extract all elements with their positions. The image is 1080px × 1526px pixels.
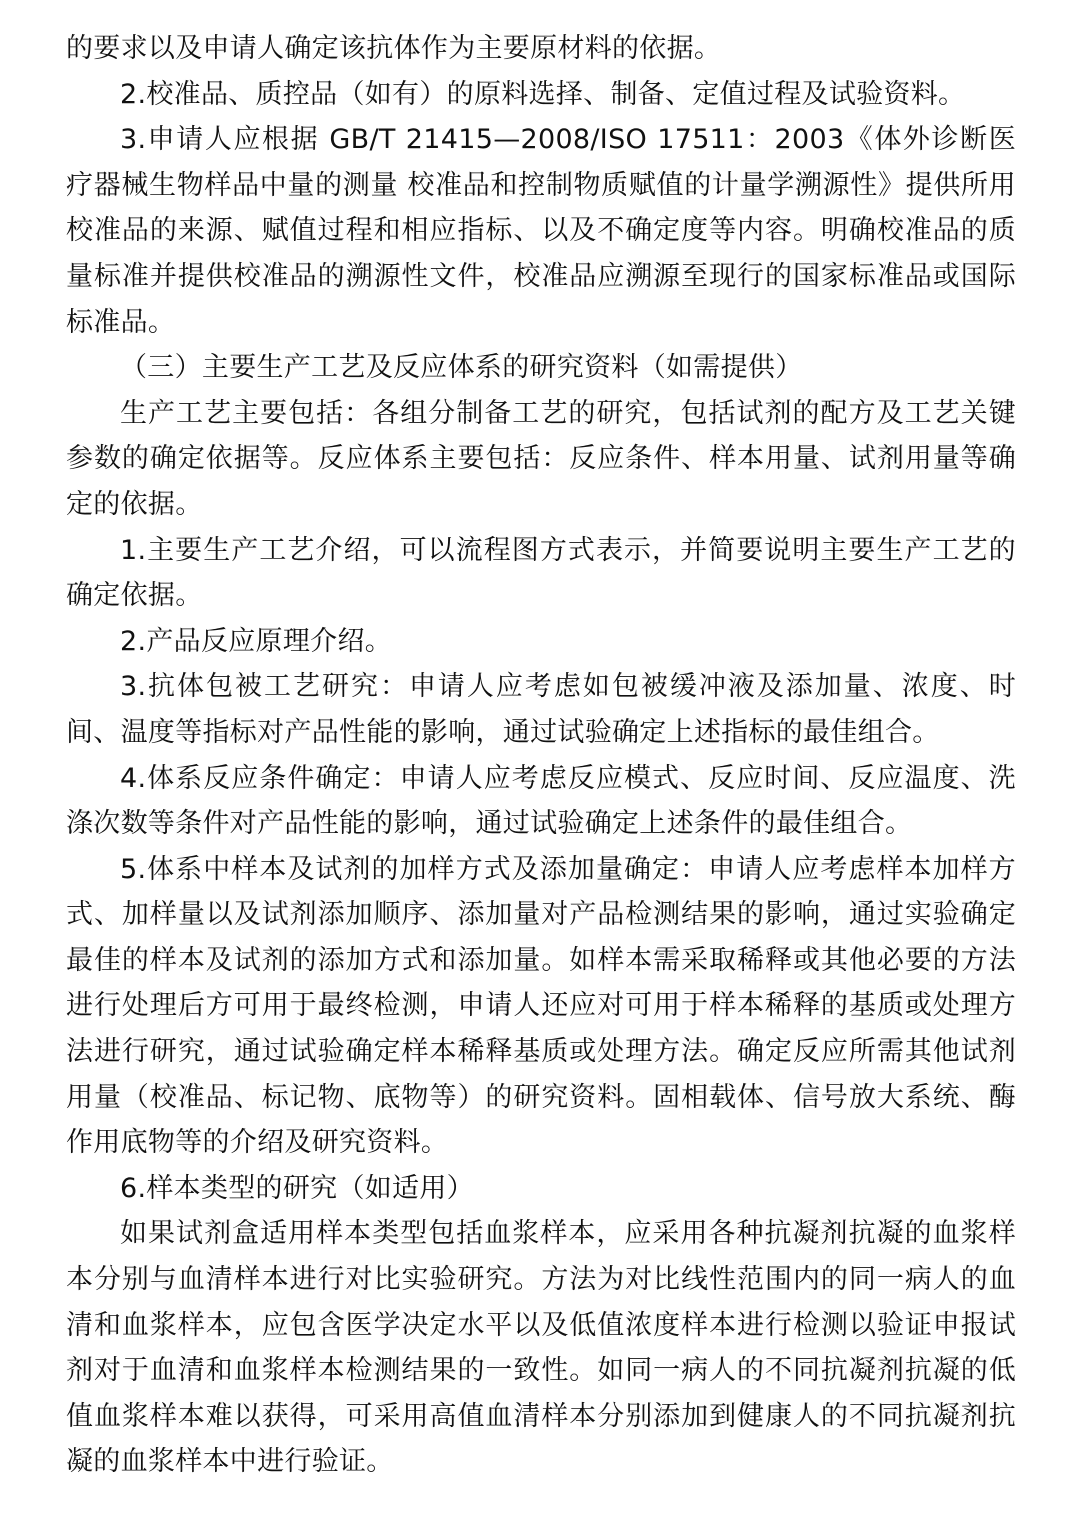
paragraph-item-1: 1.主要生产工艺介绍，可以流程图方式表示，并简要说明主要生产工艺的确定依据。 bbox=[66, 534, 1016, 612]
paragraph-continuation: 的要求以及申请人确定该抗体作为主要原材料的依据。 bbox=[66, 33, 722, 64]
document-body bbox=[66, 26, 1016, 1485]
paragraph-sample-type-study: 如果试剂盒适用样本类型包括血浆样本，应采用各种抗凝剂抗凝的血浆样本分别与血清样本进行对比实验研究。方法为对比线性范围内的同一病人的血清和血浆样本，应包含医学决定水平以及低值浓度样本进行检测以验证申报试剂对于血清和血浆样本检测结果的一致性。如同一病人的不同抗凝剂抗凝的低值血浆样本难以获得，可采用高值血清样本分别添加到健康人的不同抗凝剂抗凝的血浆样本中进行验证。 bbox=[66, 1218, 1016, 1478]
paragraph-item-3: 3.抗体包被工艺研究：申请人应考虑如包被缓冲液及添加量、浓度、时间、温度等指标对产品性能的影响，通过试验确定上述指标的最佳组合。 bbox=[66, 671, 1016, 748]
paragraph-process-overview: 生产工艺主要包括：各组分制备工艺的研究，包括试剂的配方及工艺关键参数的确定依据等。反应体系主要包括：反应条件、样本用量、试剂用量等确定的依据。 bbox=[66, 397, 1016, 520]
paragraph-item-4: 4.体系反应条件确定：申请人应考虑反应模式、反应时间、反应温度、洗涤次数等条件对产品性能的影响，通过试验确定上述条件的最佳组合。 bbox=[66, 762, 1016, 840]
paragraph-item-5: 5.体系中样本及试剂的加样方式及添加量确定：申请人应考虑样本加样方式、加样量以及试剂添加顺序、添加量对产品检测结果的影响，通过实验确定最佳的样本及试剂的添加方式和添加量。如样本需采取稀释或其他必要的方法进行处理后方可用于最终检测，申请人还应对可用于样本稀释的基质或处理方法进行研究，通过试验确定样本稀释基质或处理方法。确定反应所需其他试剂用量（校准品、标记物、底物等）的研究资料。固相载体、信号放大系统、酶作用底物等的介绍及研究资料。 bbox=[66, 853, 1016, 1159]
paragraph-calibrator-materials: 2.校准品、质控品（如有）的原料选择、制备、定值过程及试验资料。 bbox=[120, 78, 966, 110]
section-heading-production-process: （三）主要生产工艺及反应体系的研究资料（如需提供） bbox=[120, 352, 803, 384]
paragraph-item-2: 2.产品反应原理介绍。 bbox=[120, 625, 393, 657]
paragraph-item-6: 6.样本类型的研究（如适用） bbox=[120, 1172, 474, 1204]
paragraph-traceability: 3.申请人应根据 GB/T 21415—2008/ISO 17511：2003《体外诊断医疗器械生物样品中量的测量 校准品和控制物质赋值的计量学溯源性》提供所用校准品的来源、赋值过程和相应指标、以及不确定度等内容。明确校准品的质量标准并提供校准品的溯源性文件，校准品应溯源至现行的国家标准品或国际标准品。 bbox=[66, 124, 1016, 338]
